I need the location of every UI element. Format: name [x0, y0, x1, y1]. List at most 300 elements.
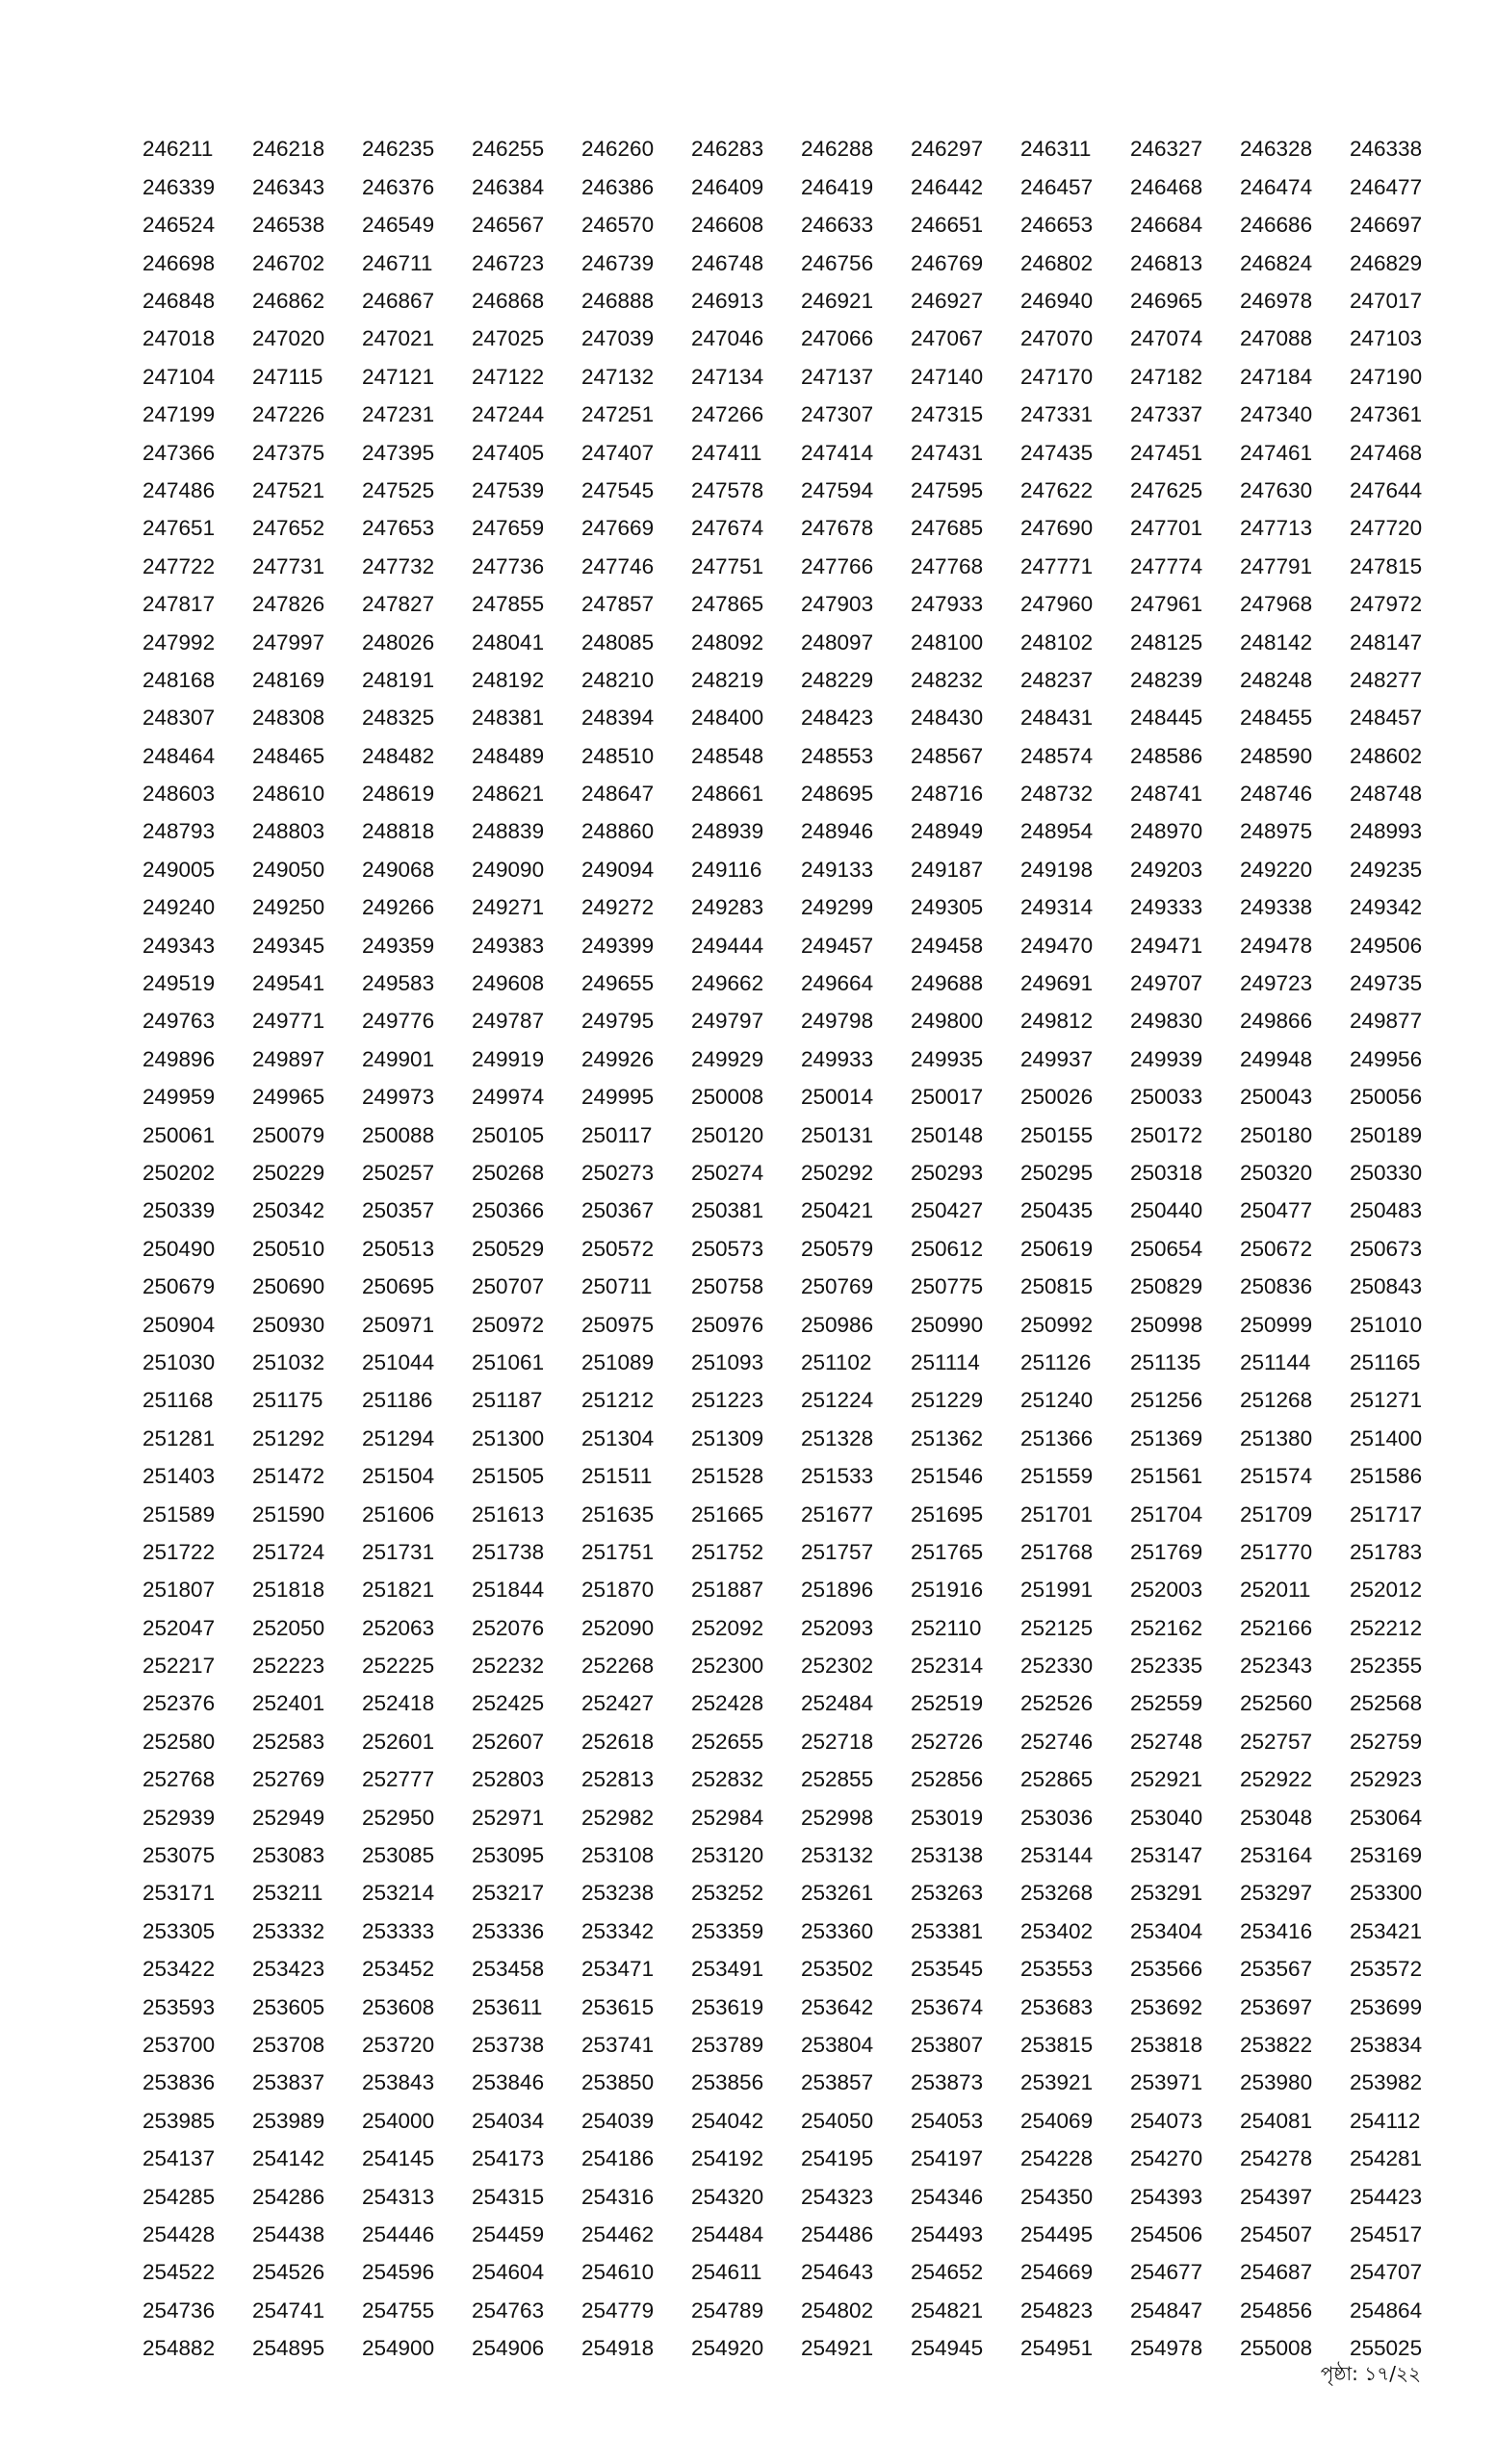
roll-number: 254042: [691, 2108, 764, 2133]
roll-number: 250612: [911, 1236, 984, 1261]
roll-number: 247630: [1240, 477, 1313, 502]
roll-number: 247669: [581, 516, 655, 541]
roll-number: 251032: [252, 1349, 325, 1374]
roll-number: 250330: [1350, 1160, 1423, 1185]
roll-number: 253342: [581, 1918, 655, 1943]
roll-number: 251533: [801, 1464, 874, 1489]
roll-number: 251821: [362, 1578, 435, 1603]
roll-number: 247184: [1240, 364, 1313, 389]
number-row: [142, 1533, 1423, 1571]
number-row: [142, 1382, 1423, 1420]
roll-number: 249283: [691, 895, 764, 920]
roll-number: 251590: [252, 1502, 325, 1527]
roll-number: 247659: [472, 516, 545, 541]
roll-number: 254707: [1350, 2260, 1423, 2285]
roll-number: 248102: [1020, 629, 1094, 654]
roll-number: 249478: [1240, 933, 1313, 958]
roll-number: 252428: [691, 1691, 764, 1716]
roll-number: 249116: [691, 857, 762, 882]
roll-number: 250131: [801, 1122, 874, 1147]
number-row: [142, 851, 1423, 888]
roll-number: 254736: [142, 2297, 216, 2323]
roll-number: 252949: [252, 1805, 325, 1830]
roll-number: 248097: [801, 629, 874, 654]
roll-number: 251292: [252, 1425, 325, 1450]
roll-number: 249583: [362, 971, 435, 996]
roll-number: 249830: [1130, 1009, 1203, 1034]
number-row: [142, 1989, 1423, 2026]
roll-number: 246802: [1020, 250, 1094, 275]
roll-number: 254604: [472, 2260, 545, 2285]
roll-number: 247972: [1350, 592, 1423, 617]
roll-number: 246567: [472, 213, 545, 238]
roll-number: 246748: [691, 250, 764, 275]
roll-number: 248949: [911, 819, 984, 844]
roll-number: 254069: [1020, 2108, 1094, 2133]
roll-number: 247103: [1350, 326, 1423, 351]
roll-number: 248602: [1350, 743, 1423, 768]
roll-number: 248716: [911, 782, 984, 807]
roll-number: 247525: [362, 477, 435, 502]
roll-number: 253217: [472, 1881, 545, 1906]
roll-number: 249655: [581, 971, 655, 996]
roll-number: 253980: [1240, 2070, 1313, 2095]
roll-number: 246684: [1130, 213, 1203, 238]
roll-number: 253545: [911, 1957, 984, 1982]
roll-number: 254270: [1130, 2146, 1203, 2171]
roll-number: 254320: [691, 2184, 764, 2209]
roll-number: 253605: [252, 1994, 325, 2019]
roll-number: 251770: [1240, 1539, 1313, 1564]
roll-number: 250017: [911, 1085, 984, 1110]
roll-number: 254034: [472, 2108, 545, 2133]
roll-number: 248590: [1240, 743, 1313, 768]
roll-number: 253567: [1240, 1957, 1313, 1982]
roll-number: 249956: [1350, 1046, 1423, 1071]
roll-number: 251126: [1020, 1349, 1092, 1374]
roll-number: 252401: [252, 1691, 325, 1716]
roll-number: 249220: [1240, 857, 1313, 882]
roll-number: 253300: [1350, 1881, 1423, 1906]
roll-number: 247122: [472, 364, 545, 389]
roll-number: 247774: [1130, 553, 1203, 578]
roll-number: 251400: [1350, 1425, 1423, 1450]
roll-number: 250292: [801, 1160, 874, 1185]
number-row: [142, 624, 1423, 661]
roll-number: 255008: [1240, 2336, 1313, 2361]
roll-number: 248229: [801, 667, 874, 692]
number-row: [142, 1648, 1423, 1685]
roll-number: 254000: [362, 2108, 435, 2133]
roll-number: 250105: [472, 1122, 545, 1147]
number-row: [142, 1761, 1423, 1799]
roll-number: 248647: [581, 782, 655, 807]
roll-number: 252939: [142, 1805, 216, 1830]
roll-number: 249457: [801, 933, 874, 958]
roll-number: 250972: [472, 1312, 545, 1337]
roll-number: 248970: [1130, 819, 1203, 844]
roll-number: 252855: [801, 1767, 874, 1792]
number-row: [142, 1609, 1423, 1647]
roll-number: 250172: [1130, 1122, 1203, 1147]
roll-number: 248232: [911, 667, 984, 692]
roll-number: 247337: [1130, 402, 1203, 427]
roll-number: 250008: [691, 1085, 764, 1110]
roll-number: 247366: [142, 440, 216, 465]
roll-number: 246343: [252, 174, 325, 199]
roll-number: 248430: [911, 706, 984, 731]
roll-number: 250268: [472, 1160, 545, 1185]
number-row: [142, 283, 1423, 321]
roll-number: 252225: [362, 1654, 435, 1679]
roll-number: 251751: [581, 1539, 655, 1564]
roll-number: 253700: [142, 2032, 216, 2057]
roll-number: 249688: [911, 971, 984, 996]
roll-number: 247653: [362, 516, 435, 541]
roll-number: 251896: [801, 1578, 874, 1603]
roll-number: 249735: [1350, 971, 1423, 996]
number-row: [142, 1079, 1423, 1116]
number-row: [142, 2216, 1423, 2253]
roll-number: 251870: [581, 1578, 655, 1603]
number-row: [142, 2330, 1423, 2368]
roll-number: 253692: [1130, 1994, 1203, 2019]
roll-number: 247736: [472, 553, 545, 578]
roll-number: 252560: [1240, 1691, 1313, 1716]
roll-number: 252047: [142, 1615, 216, 1640]
roll-number: 253985: [142, 2108, 216, 2133]
roll-number: 249203: [1130, 857, 1203, 882]
roll-number: 247431: [911, 440, 984, 465]
roll-number: 247521: [252, 477, 325, 502]
roll-number: 251224: [801, 1388, 874, 1413]
roll-number: 249345: [252, 933, 325, 958]
roll-number: 254847: [1130, 2297, 1203, 2323]
roll-number: 246848: [142, 289, 216, 313]
roll-number: 253683: [1020, 1994, 1094, 2019]
roll-number: 248746: [1240, 782, 1313, 807]
roll-number: 247134: [691, 364, 764, 389]
roll-number: 254945: [911, 2336, 984, 2361]
roll-number: 249383: [472, 933, 545, 958]
roll-number: 251844: [472, 1578, 545, 1603]
roll-number: 254895: [252, 2336, 325, 2361]
roll-number: 247678: [801, 516, 874, 541]
roll-number: 249896: [142, 1046, 216, 1071]
roll-number: 251472: [252, 1464, 325, 1489]
roll-number: 254281: [1350, 2146, 1423, 2171]
roll-number: 246813: [1130, 250, 1203, 275]
roll-number: 246524: [142, 213, 216, 238]
roll-number: 246327: [1130, 137, 1203, 162]
roll-number: 247266: [691, 402, 764, 427]
number-row: [142, 1040, 1423, 1078]
roll-number: 247121: [362, 364, 435, 389]
roll-number: 247720: [1350, 516, 1423, 541]
roll-number: 246633: [801, 213, 874, 238]
roll-number: 249691: [1020, 971, 1094, 996]
roll-number: 252427: [581, 1691, 655, 1716]
roll-number: 254506: [1130, 2221, 1203, 2246]
roll-number: 253360: [801, 1918, 874, 1943]
roll-number: 247182: [1130, 364, 1203, 389]
roll-number: 246862: [252, 289, 325, 313]
roll-number: 253720: [362, 2032, 435, 2057]
roll-number: 251187: [472, 1388, 543, 1413]
roll-number: 248610: [252, 782, 325, 807]
roll-number: 248445: [1130, 706, 1203, 731]
roll-number: 247046: [691, 326, 764, 351]
roll-number: 247701: [1130, 516, 1203, 541]
roll-number: 246927: [911, 289, 984, 313]
roll-number: 253843: [362, 2070, 435, 2095]
roll-number: 249974: [472, 1085, 545, 1110]
roll-number: 250490: [142, 1236, 216, 1261]
number-row: [142, 1155, 1423, 1193]
roll-number: 252376: [142, 1691, 216, 1716]
roll-number: 250971: [362, 1312, 435, 1337]
roll-number: 251144: [1240, 1349, 1311, 1374]
number-row: [142, 2102, 1423, 2140]
roll-number: 246283: [691, 137, 764, 162]
roll-number: 254789: [691, 2297, 764, 2323]
roll-number: 249937: [1020, 1046, 1094, 1071]
roll-number: 254978: [1130, 2336, 1203, 2361]
roll-number: 250381: [691, 1198, 764, 1223]
roll-number: 250257: [362, 1160, 435, 1185]
roll-number: 246686: [1240, 213, 1313, 238]
roll-number: 248489: [472, 743, 545, 768]
roll-number: 249299: [801, 895, 874, 920]
number-row: [142, 2065, 1423, 2102]
roll-number: 254350: [1020, 2184, 1094, 2209]
roll-number: 246255: [472, 137, 545, 162]
number-row: [142, 2178, 1423, 2216]
roll-number: 254669: [1020, 2260, 1094, 2285]
roll-number: 246235: [362, 137, 435, 162]
roll-number: 253822: [1240, 2032, 1313, 2057]
roll-number: 248191: [362, 667, 435, 692]
number-row: [142, 1875, 1423, 1912]
roll-number: 249959: [142, 1085, 216, 1110]
roll-number: 254763: [472, 2297, 545, 2323]
roll-number: 253404: [1130, 1918, 1203, 1943]
roll-number: 248239: [1130, 667, 1203, 692]
roll-number: 250975: [581, 1312, 655, 1337]
roll-number: 251807: [142, 1578, 216, 1603]
roll-number: 250619: [1020, 1236, 1094, 1261]
roll-number: 248732: [1020, 782, 1094, 807]
roll-number: 246913: [691, 289, 764, 313]
roll-number: 247375: [252, 440, 325, 465]
roll-number: 252519: [911, 1691, 984, 1716]
roll-number: 252813: [581, 1767, 655, 1792]
roll-number: 248510: [581, 743, 655, 768]
roll-number: 251511: [581, 1464, 653, 1489]
roll-number: 252768: [142, 1767, 216, 1792]
roll-number: 246723: [472, 250, 545, 275]
roll-number: 247315: [911, 402, 984, 427]
roll-number: 254921: [801, 2336, 874, 2361]
roll-number: 254423: [1350, 2184, 1423, 2209]
roll-number: 247414: [801, 440, 874, 465]
roll-number: 254610: [581, 2260, 655, 2285]
roll-number: 248219: [691, 667, 764, 692]
roll-number: 248394: [581, 706, 655, 731]
roll-number: 249995: [581, 1085, 655, 1110]
roll-number: 248839: [472, 819, 545, 844]
roll-number: 246328: [1240, 137, 1313, 162]
number-row: [142, 1912, 1423, 1950]
roll-number: 248818: [362, 819, 435, 844]
roll-number: 247578: [691, 477, 764, 502]
roll-number: 247435: [1020, 440, 1094, 465]
roll-number: 246477: [1350, 174, 1423, 199]
roll-number: 249470: [1020, 933, 1094, 958]
number-row: [142, 1837, 1423, 1875]
roll-number: 251403: [142, 1464, 216, 1489]
roll-number: 253214: [362, 1881, 435, 1906]
roll-number: 246702: [252, 250, 325, 275]
roll-number: 248567: [911, 743, 984, 768]
roll-number: 246376: [362, 174, 435, 199]
roll-number: 248482: [362, 743, 435, 768]
roll-number: 248748: [1350, 782, 1423, 807]
roll-number: 253359: [691, 1918, 764, 1943]
roll-number: 253108: [581, 1843, 655, 1868]
roll-number: 249795: [581, 1009, 655, 1034]
roll-number: 246965: [1130, 289, 1203, 313]
roll-number: 250654: [1130, 1236, 1203, 1261]
roll-number: 250229: [252, 1160, 325, 1185]
roll-number: 252302: [801, 1654, 874, 1679]
roll-number: 254073: [1130, 2108, 1203, 2133]
roll-number: 251271: [1350, 1388, 1423, 1413]
number-row: [142, 1572, 1423, 1609]
roll-number: 253263: [911, 1881, 984, 1906]
roll-number: 252971: [472, 1805, 545, 1830]
roll-number: 254285: [142, 2184, 216, 2209]
roll-number: 250117: [581, 1122, 653, 1147]
roll-number: 254856: [1240, 2297, 1313, 2323]
roll-number: 252618: [581, 1729, 655, 1754]
roll-number: 252568: [1350, 1691, 1423, 1716]
roll-number: 250033: [1130, 1085, 1203, 1110]
number-row: [142, 358, 1423, 396]
roll-number: 253252: [691, 1881, 764, 1906]
roll-number: 252012: [1350, 1578, 1423, 1603]
roll-number: 249187: [911, 857, 984, 882]
roll-number: 250579: [801, 1236, 874, 1261]
roll-number: 247722: [142, 553, 216, 578]
roll-number: 251229: [911, 1388, 984, 1413]
roll-number: 248237: [1020, 667, 1094, 692]
roll-number: 250061: [142, 1122, 216, 1147]
roll-number: 247361: [1350, 402, 1423, 427]
roll-number: 251559: [1020, 1464, 1094, 1489]
roll-number: 250427: [911, 1198, 984, 1223]
roll-number: 254278: [1240, 2146, 1313, 2171]
roll-number: 252526: [1020, 1691, 1094, 1716]
roll-number: 249919: [472, 1046, 545, 1071]
roll-number: 251186: [362, 1388, 433, 1413]
roll-number: 246457: [1020, 174, 1094, 199]
roll-number: 246211: [142, 137, 214, 162]
number-row: [142, 1458, 1423, 1496]
roll-number: 247652: [252, 516, 325, 541]
roll-number: 248954: [1020, 819, 1094, 844]
roll-number: 251991: [1020, 1578, 1094, 1603]
roll-number: 250014: [801, 1085, 874, 1110]
roll-number: 250366: [472, 1198, 545, 1223]
roll-number: 250707: [472, 1274, 545, 1299]
roll-number: 254507: [1240, 2221, 1313, 2246]
number-row: [142, 1951, 1423, 1989]
roll-number: 253741: [581, 2032, 655, 2057]
roll-number: 251574: [1240, 1464, 1313, 1489]
roll-number: 247857: [581, 592, 655, 617]
number-row: [142, 1306, 1423, 1344]
roll-number: 254918: [581, 2336, 655, 2361]
roll-number: 247771: [1020, 553, 1094, 578]
roll-number: 250573: [691, 1236, 764, 1261]
roll-number: 247644: [1350, 477, 1423, 502]
roll-number: 251304: [581, 1425, 655, 1450]
roll-number: 252746: [1020, 1729, 1094, 1754]
roll-number: 254397: [1240, 2184, 1313, 2209]
roll-number: 252162: [1130, 1615, 1203, 1640]
roll-number: 248548: [691, 743, 764, 768]
roll-number: 246386: [581, 174, 655, 199]
roll-number: 248603: [142, 782, 216, 807]
roll-number: 254596: [362, 2260, 435, 2285]
roll-number: 253856: [691, 2070, 764, 2095]
roll-number: 247539: [472, 477, 545, 502]
roll-number: 251089: [581, 1349, 655, 1374]
roll-number: 250421: [801, 1198, 874, 1223]
roll-number: 249266: [362, 895, 435, 920]
roll-number: 247331: [1020, 402, 1094, 427]
roll-number: 246756: [801, 250, 874, 275]
roll-number: 248168: [142, 667, 216, 692]
roll-number: 252832: [691, 1767, 764, 1792]
roll-number: 253332: [252, 1918, 325, 1943]
roll-number: 251061: [472, 1349, 545, 1374]
roll-number: 252050: [252, 1615, 325, 1640]
roll-number: 249068: [362, 857, 435, 882]
roll-number: 251561: [1130, 1464, 1203, 1489]
roll-number: 252950: [362, 1805, 435, 1830]
roll-number: 249458: [911, 933, 984, 958]
roll-number: 252090: [581, 1615, 655, 1640]
roll-number: 246297: [911, 137, 984, 162]
number-row: [142, 2027, 1423, 2065]
roll-number: 246824: [1240, 250, 1313, 275]
roll-number: 247017: [1350, 289, 1423, 313]
roll-number: 250672: [1240, 1236, 1313, 1261]
roll-number: 254137: [142, 2146, 216, 2171]
roll-number: 255025: [1350, 2336, 1423, 2361]
roll-number: 247865: [691, 592, 764, 617]
roll-number: 246338: [1350, 137, 1423, 162]
roll-number: 247170: [1020, 364, 1094, 389]
roll-number: 252011: [1240, 1578, 1311, 1603]
roll-number: 249050: [252, 857, 325, 882]
roll-number: 254517: [1350, 2221, 1423, 2246]
roll-number: 253138: [911, 1843, 984, 1868]
roll-number: 251704: [1130, 1502, 1203, 1527]
roll-number: 246653: [1020, 213, 1094, 238]
